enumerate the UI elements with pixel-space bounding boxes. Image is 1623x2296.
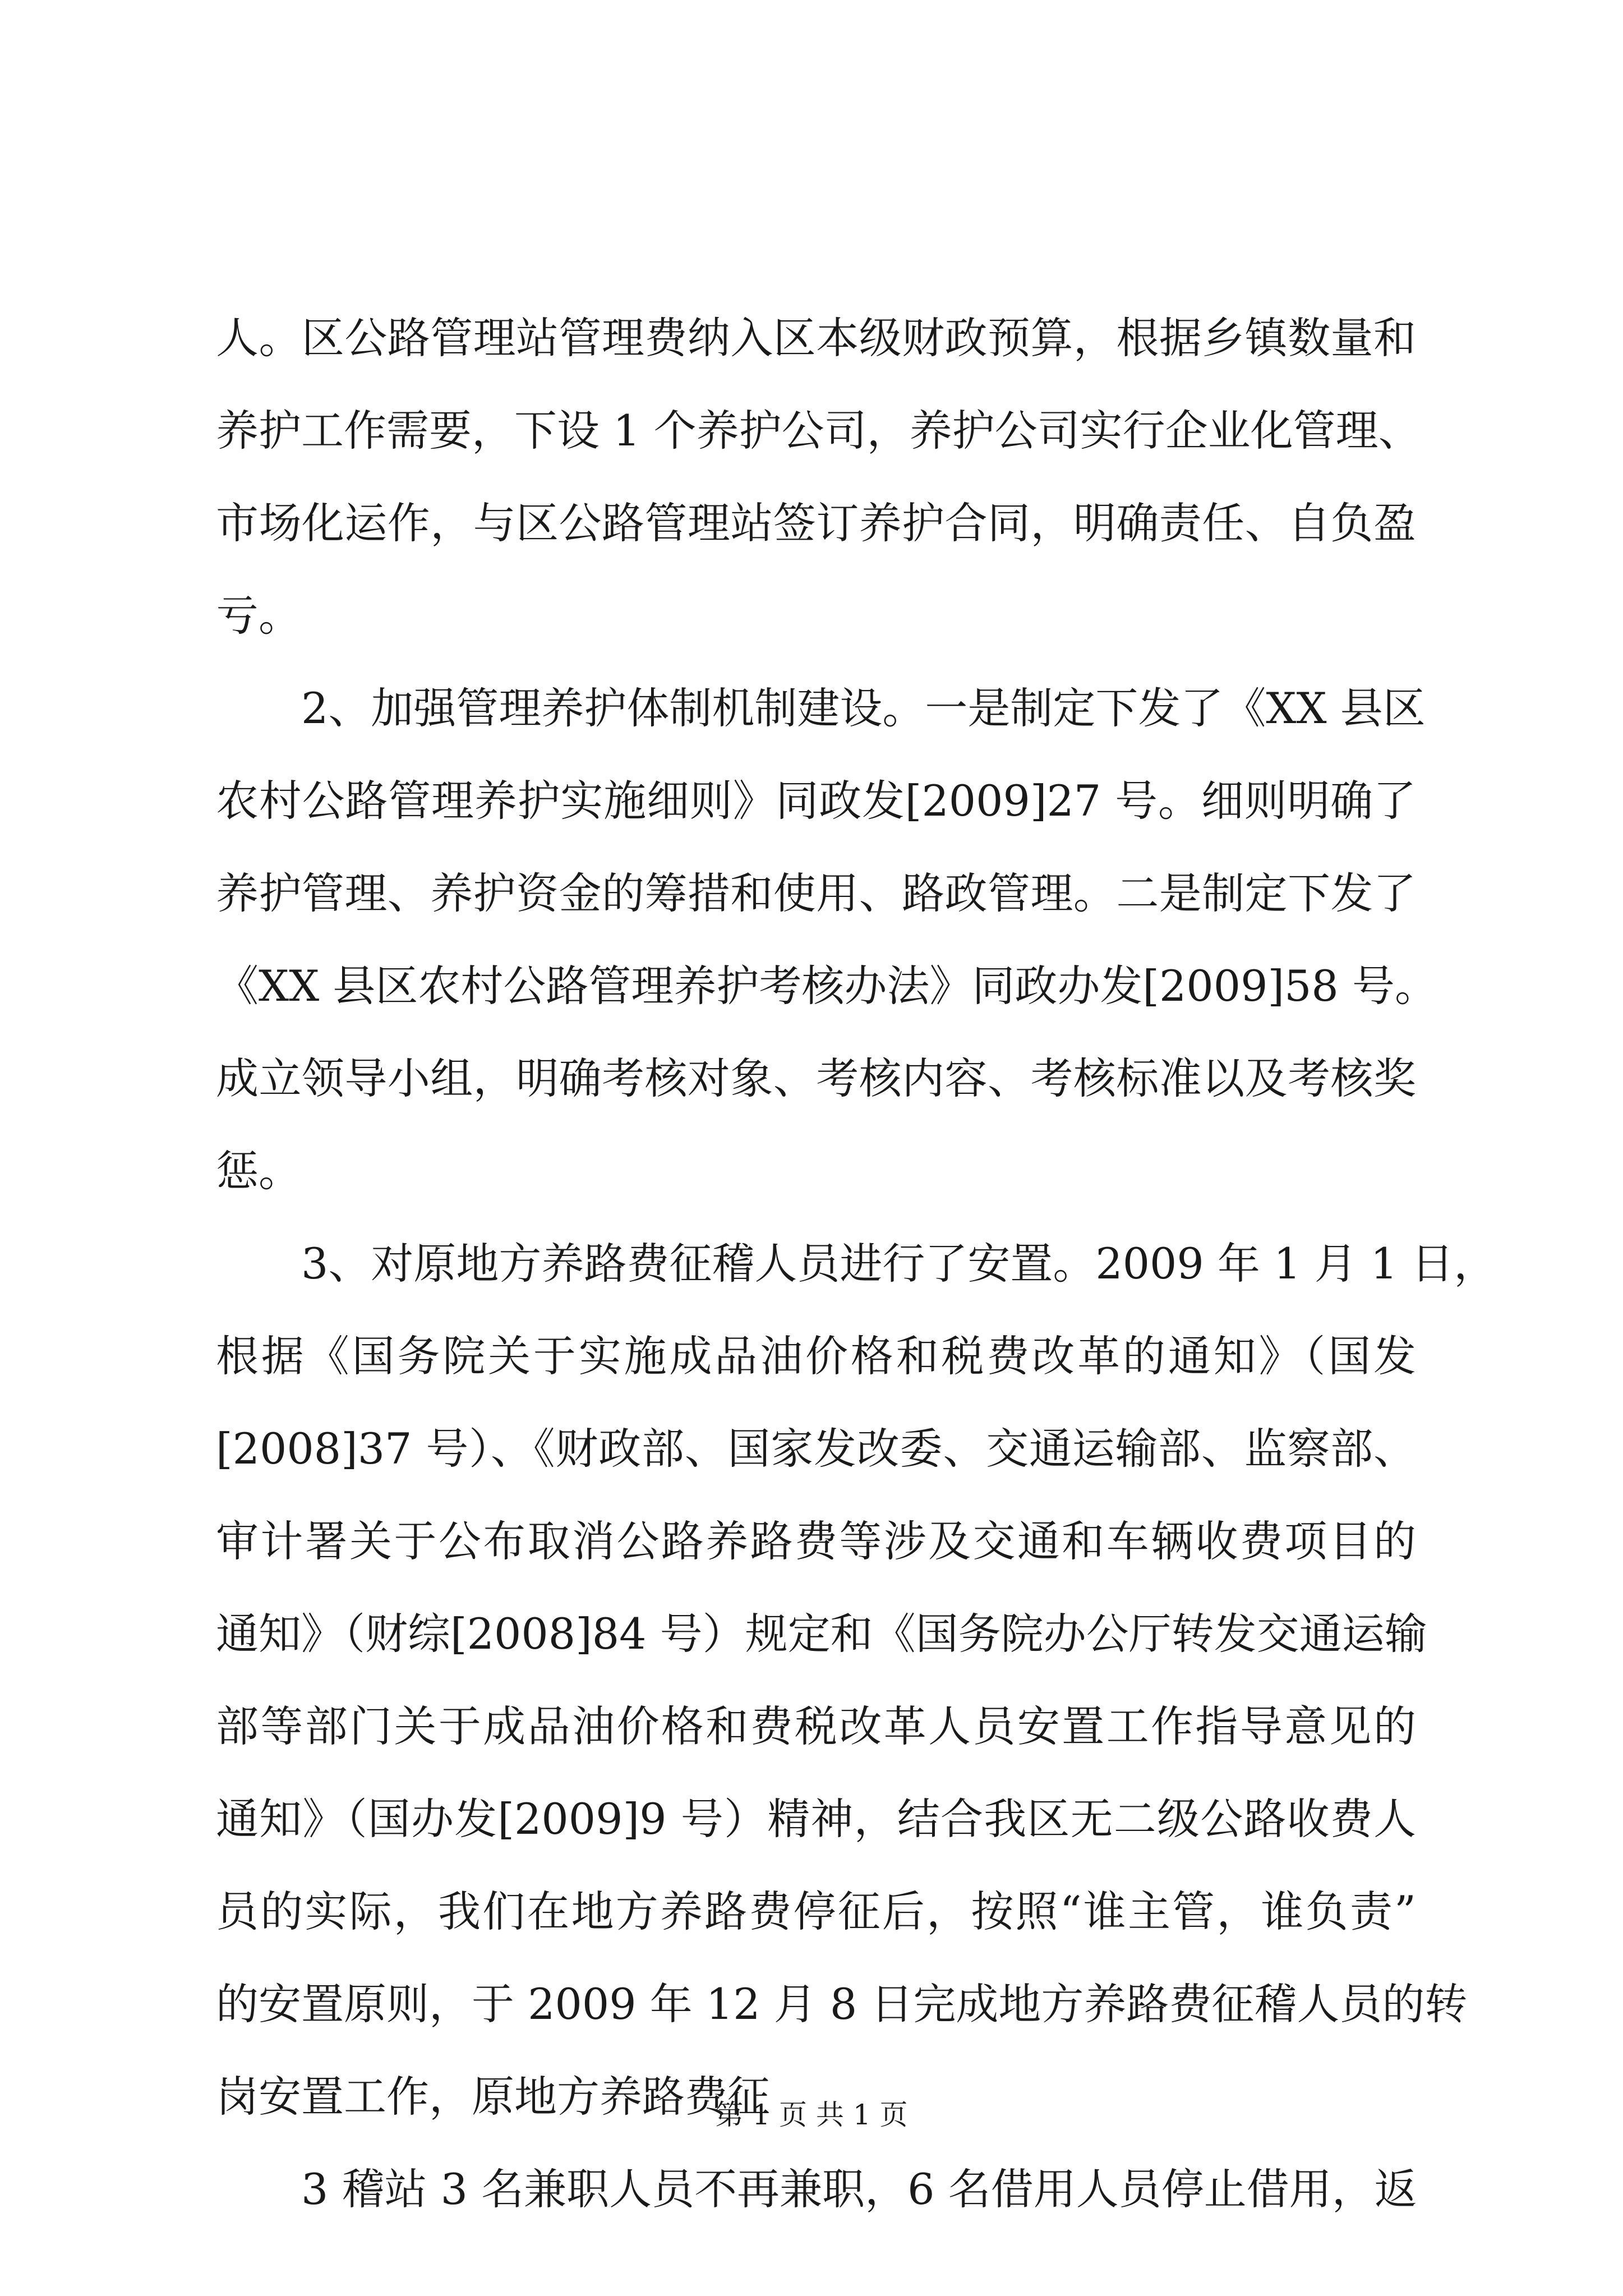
text-line: 养护工作需要，下设 1 个养护公司，养护公司实行企业化管理、 xyxy=(216,406,1421,455)
text-line: 成立领导小组，明确考核对象、考核内容、考核标准以及考核奖 xyxy=(216,1053,1416,1103)
text-line: [2008]37 号）、《财政部、国家发改委、交通运输部、监察部、 xyxy=(216,1424,1416,1474)
text-line: 养护管理、养护资金的筹措和使用、路政管理。二是制定下发了 xyxy=(216,868,1416,918)
text-line: 亏。 xyxy=(216,591,301,641)
text-line: 《XX 县区农村公路管理养护考核办法》同政办发[2009]58 号。 xyxy=(216,961,1437,1011)
page-footer: 第 1 页 共 1 页 xyxy=(715,2099,908,2131)
text-line: 3、对原地方养路费征稽人员进行了安置。2009 年 1 月 1 日， xyxy=(301,1239,1497,1289)
text-line: 审计署关于公布取消公路养路费等涉及交通和车辆收费项目的 xyxy=(216,1516,1416,1566)
text-line: 3 稽站 3 名兼职人员不再兼职，6 名借用人员停止借用，返 xyxy=(301,2164,1417,2214)
text-line: 员的实际，我们在地方养路费停征后，按照“谁主管，谁负责” xyxy=(216,1887,1416,1936)
text-line: 农村公路管理养护实施细则》同政发[2009]27 号。细则明确了 xyxy=(216,776,1416,826)
text-line: 岗安置工作，原地方养路费征 xyxy=(216,2072,770,2122)
text-line: 根据《国务院关于实施成品油价格和税费改革的通知》（国发 xyxy=(216,1331,1416,1381)
text-line: 通知》（财综[2008]84 号）规定和《国务院办公厅转发交通运输 xyxy=(216,1609,1427,1659)
text-line: 惩。 xyxy=(216,1146,301,1196)
text-line: 市场化运作，与区公路管理站签订养护合同，明确责任、自负盈 xyxy=(216,498,1416,548)
text-line: 人。区公路管理站管理费纳入区本级财政预算，根据乡镇数量和 xyxy=(216,313,1416,363)
text-line: 的安置原则，于 2009 年 12 月 8 日完成地方养路费征稽人员的转 xyxy=(216,1979,1468,2029)
text-line: 2、加强管理养护体制机制建设。一是制定下发了《XX 县区 xyxy=(301,683,1426,733)
body-text xyxy=(216,292,1497,2235)
text-line: 通知》（国办发[2009]9 号）精神，结合我区无二级公路收费人 xyxy=(216,1794,1416,1844)
text-line: 部等部门关于成品油价格和费税改革人员安置工作指导意见的 xyxy=(216,1701,1416,1751)
